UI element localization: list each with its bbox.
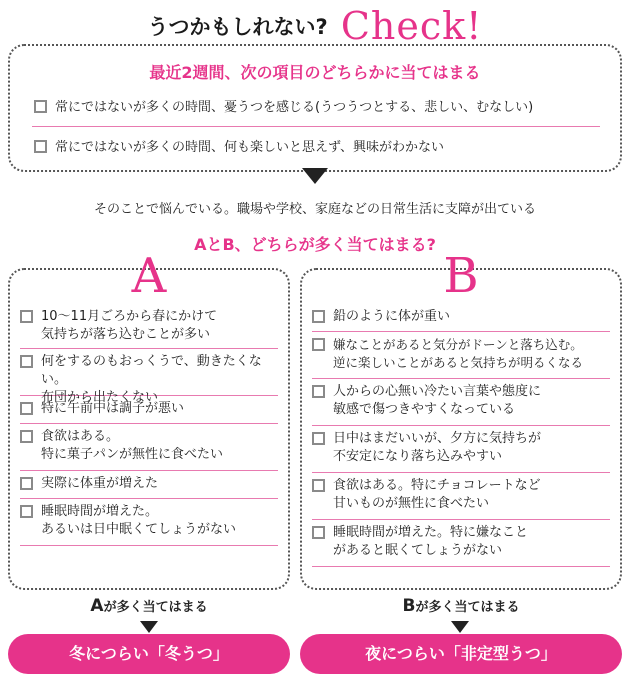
title-japanese: うつかもしれない?	[147, 15, 328, 39]
list-item-text: 日中はまだいいが、夕方に気持ちが 不安定になり落ち込みやすい	[333, 431, 542, 464]
result-b: 夜につらい「非定型うつ」	[300, 634, 622, 674]
condition-text: そのことで悩んでいる。職場や学校、家庭などの日常生活に支障が出ている	[93, 202, 536, 217]
list-item	[312, 473, 610, 520]
list-item-text: 特に午前中は調子が悪い	[41, 401, 185, 416]
list-item	[20, 349, 278, 405]
checkbox[interactable]	[20, 310, 33, 323]
divider	[32, 126, 600, 127]
group-a-letter: A	[131, 248, 167, 304]
list-item	[312, 520, 610, 567]
list-item-text: 10〜11月ごろから春にかけて 気持ちが落ち込むことが多い	[41, 309, 218, 342]
checkbox[interactable]	[20, 505, 33, 518]
checkbox[interactable]	[20, 402, 33, 415]
group-a-list	[20, 304, 278, 546]
screening-box	[8, 44, 622, 172]
checkbox[interactable]	[312, 526, 325, 539]
screening-item	[34, 98, 533, 117]
group-a-footer	[8, 596, 290, 616]
list-item	[312, 426, 610, 473]
list-item-text: 食欲はある。 特に菓子パンが無性に食べたい	[41, 429, 224, 462]
list-item-text: 睡眠時間が増えた。 あるいは日中眠くてしょうがない	[41, 504, 237, 537]
checkbox[interactable]	[20, 355, 33, 368]
group-b-letter: B	[443, 248, 479, 304]
list-item	[20, 499, 278, 546]
screening-heading: 最近2週間、次の項目のどちらかに当てはまる	[149, 63, 481, 82]
checkbox[interactable]	[312, 310, 325, 323]
list-item	[20, 471, 278, 499]
checkbox[interactable]	[312, 479, 325, 492]
group-a-footer-text: が多く当てはまる	[103, 600, 208, 615]
result-a: 冬につらい「冬うつ」	[8, 634, 290, 674]
group-b-box	[300, 248, 622, 590]
list-item	[312, 332, 610, 379]
group-b-footer-text: が多く当てはまる	[415, 600, 520, 615]
list-item	[20, 424, 278, 471]
list-item	[20, 304, 278, 349]
list-item	[312, 379, 610, 426]
screening-item-text: 常にではないが多くの時間、何も楽しいと思えず、興味がわかない	[55, 140, 444, 155]
checkbox[interactable]	[312, 338, 325, 351]
question-heading: AとB、どちらが多く当てはまる?	[194, 235, 436, 254]
checkbox[interactable]	[312, 432, 325, 445]
page-title	[0, 4, 630, 48]
checkbox[interactable]	[20, 430, 33, 443]
group-a-box	[8, 248, 290, 590]
list-item-text: 人からの心無い冷たい言葉や態度に 敏感で傷つきやすくなっている	[333, 384, 542, 417]
checkbox[interactable]	[312, 385, 325, 398]
screening-item	[34, 138, 444, 157]
list-item-text: 嫌なことがあると気分がドーンと落ち込む。 逆に楽しいことがあると気持ちが明るくなる	[333, 337, 584, 370]
down-arrow-icon	[140, 621, 158, 633]
group-b-footer	[300, 596, 622, 616]
group-b-list	[312, 304, 610, 567]
checkbox[interactable]	[20, 477, 33, 490]
list-item-text: 睡眠時間が増えた。特に嫌なこと があると眠くてしょうがない	[333, 525, 529, 558]
list-item-text: 食欲はある。特にチョコレートなど 甘いものが無性に食べたい	[333, 478, 541, 511]
list-item	[312, 304, 610, 332]
list-item-text: 実際に体重が増えた	[41, 476, 159, 491]
checkbox[interactable]	[34, 140, 47, 153]
screening-item-text: 常にではないが多くの時間、憂うつを感じる(うつうつとする、悲しい、むなしい)	[55, 100, 534, 115]
list-item-text: 鉛のように体が重い	[333, 309, 451, 324]
group-b-footer-letter: B	[402, 596, 416, 616]
down-arrow-icon	[451, 621, 469, 633]
down-arrow-icon	[302, 168, 328, 184]
title-check: Check!	[340, 4, 483, 48]
group-a-footer-letter: A	[90, 596, 104, 616]
checkbox[interactable]	[34, 100, 47, 113]
list-item-text: 何をするのもおっくうで、動きたくない。 布団から出たくない	[41, 354, 262, 405]
